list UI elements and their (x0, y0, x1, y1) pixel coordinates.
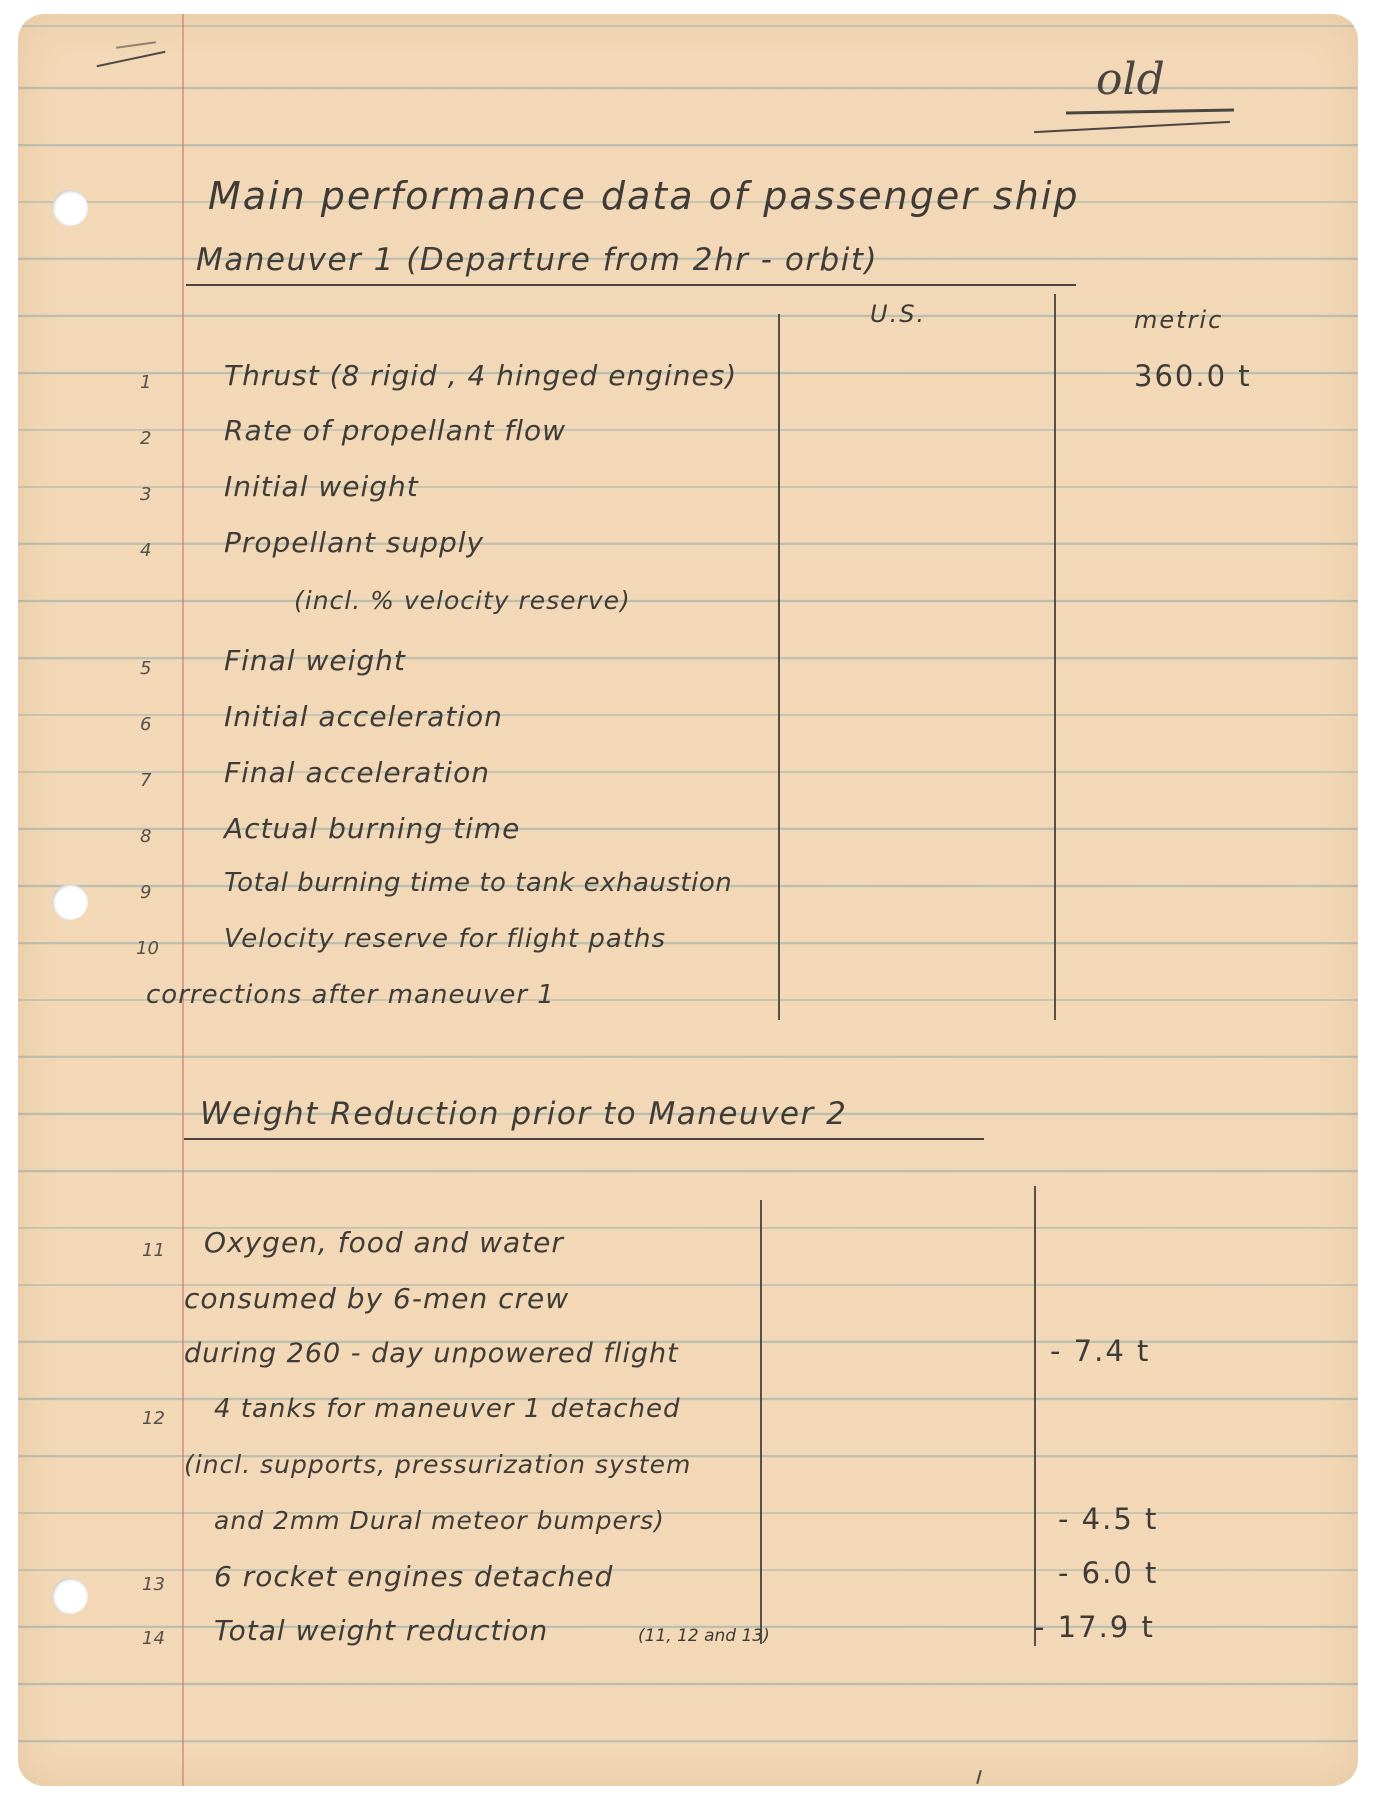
notebook-sheet (18, 14, 1358, 1786)
row-label: Total weight reduction (214, 1614, 549, 1647)
column-header-metric: metric (1134, 306, 1224, 334)
row-label: Velocity reserve for flight paths (224, 924, 667, 954)
row-number: 9 (140, 882, 152, 903)
row-label: Oxygen, food and water (204, 1226, 564, 1259)
row-value-metric: - 7.4 t (1050, 1334, 1151, 1368)
table-divider (778, 314, 780, 1020)
row-number: 1 (140, 372, 152, 393)
maneuver1-heading: Maneuver 1 (Departure from 2hr - orbit) (196, 242, 879, 278)
row-number: 14 (142, 1628, 165, 1649)
row-label: 4 tanks for maneuver 1 detached (214, 1394, 681, 1424)
margin-line (182, 14, 184, 1786)
row-label-note: (11, 12 and 13) (638, 1626, 770, 1646)
corner-note-underline (1034, 121, 1230, 133)
row-number: 5 (140, 658, 152, 679)
row-number: 2 (140, 428, 152, 449)
row-number: 7 (140, 770, 152, 791)
table-divider (760, 1200, 762, 1644)
row-label: (incl. supports, pressurization system (184, 1450, 692, 1479)
row-label: consumed by 6-men crew (184, 1282, 570, 1315)
row-number: 11 (142, 1240, 165, 1261)
row-label: Actual burning time (224, 812, 521, 845)
pencil-mark (116, 41, 156, 49)
row-value-metric: - 17.9 t (1034, 1610, 1155, 1644)
table-divider (1054, 294, 1056, 1020)
row-number: 13 (142, 1574, 165, 1595)
row-number: 10 (136, 938, 159, 959)
maneuver1-heading-underline (186, 284, 1076, 286)
row-number: 4 (140, 540, 152, 561)
row-number: 3 (140, 484, 152, 505)
row-number: 8 (140, 826, 152, 847)
corner-note: old (1096, 54, 1165, 105)
row-value-metric: - 6.0 t (1058, 1556, 1159, 1590)
row-label: Initial acceleration (224, 700, 503, 733)
column-header-us: U.S. (870, 300, 927, 328)
row-number: 12 (142, 1408, 165, 1429)
binder-hole (52, 1578, 88, 1614)
row-label: and 2mm Dural meteor bumpers) (214, 1506, 665, 1535)
weight-reduction-heading: Weight Reduction prior to Maneuver 2 (200, 1096, 848, 1132)
row-number: 6 (140, 714, 152, 735)
row-value-metric: - 4.5 t (1058, 1502, 1159, 1536)
row-label: Final weight (224, 644, 406, 677)
row-label: Propellant supply (224, 526, 485, 559)
table-divider (1034, 1186, 1036, 1646)
row-label: 6 rocket engines detached (214, 1560, 614, 1593)
pencil-mark (976, 1770, 982, 1784)
corner-note-underline (1066, 109, 1234, 115)
row-label: Rate of propellant flow (224, 414, 567, 447)
binder-hole (52, 884, 88, 920)
binder-hole (52, 190, 88, 226)
row-label: Initial weight (224, 470, 419, 503)
row-label: (incl. % velocity reserve) (294, 586, 631, 615)
row-label: Total burning time to tank exhaustion (224, 868, 733, 898)
page-title: Main performance data of passenger ship (208, 174, 1080, 218)
row-label: Final acceleration (224, 756, 490, 789)
row-value-metric: 360.0 t (1134, 359, 1252, 393)
row-label-continuation: corrections after maneuver 1 (146, 980, 555, 1010)
row-label: Thrust (8 rigid , 4 hinged engines) (224, 359, 738, 392)
row-label: during 260 - day unpowered flight (184, 1338, 679, 1369)
pencil-mark (97, 51, 166, 68)
weight-reduction-heading-underline (184, 1138, 984, 1140)
